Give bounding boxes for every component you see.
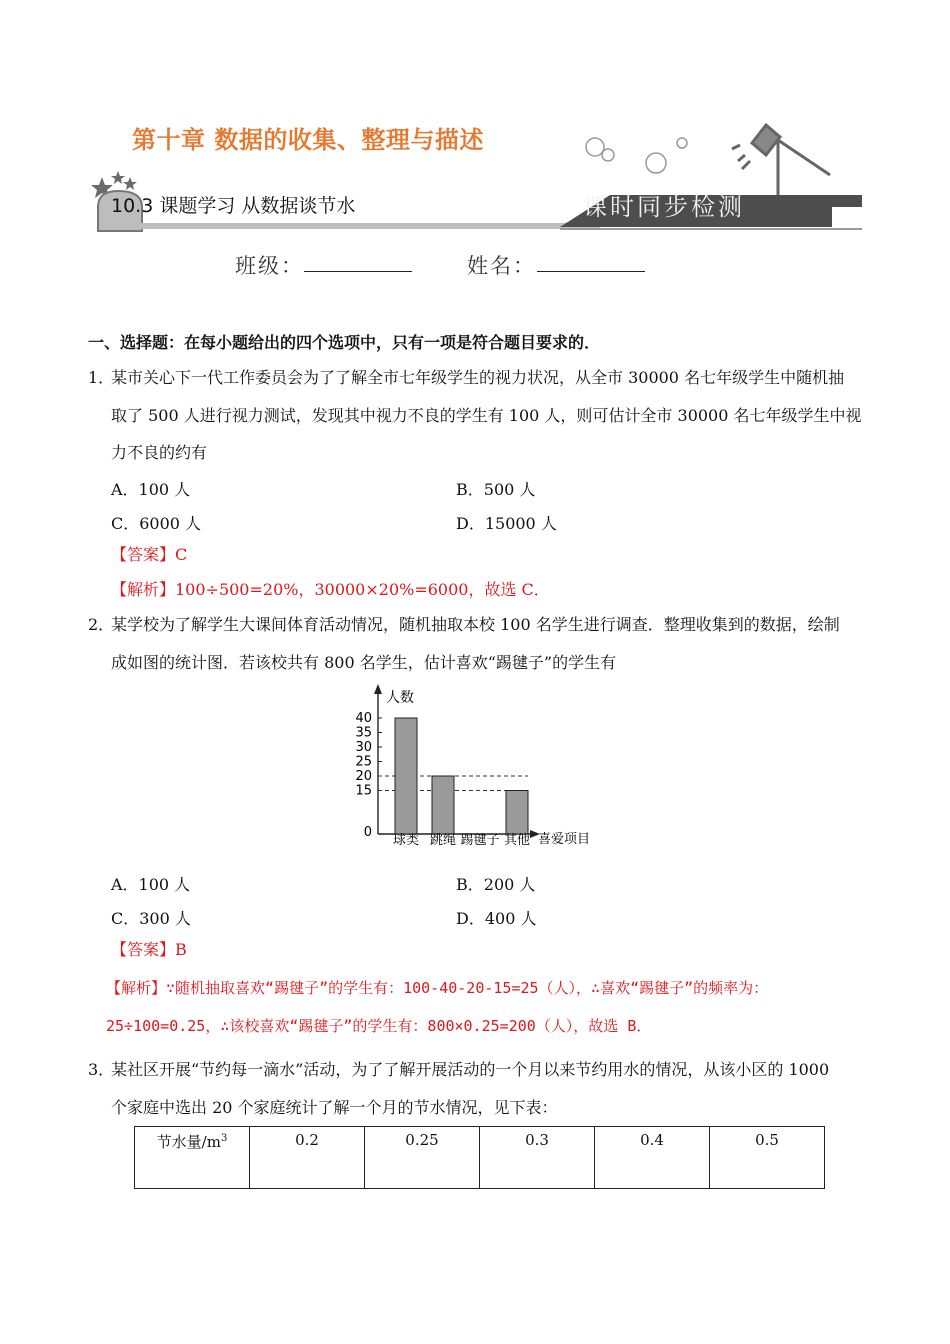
option-a[interactable]: A．100 人 — [111, 875, 191, 894]
table-header-cell: 节水量$/m^3$ — [135, 1127, 250, 1189]
table-cell: 0.5 — [710, 1127, 825, 1189]
analysis: 【解析】∵随机抽取喜欢“踢毽子”的学生有：100-40-20-15=25（人），∴喜欢“踢毽子”的频率为： — [106, 979, 769, 997]
bubble-icon — [586, 138, 604, 156]
option-a[interactable]: A．100 人 — [111, 480, 191, 499]
name-field[interactable] — [537, 271, 645, 272]
y-axis-arrow — [374, 684, 382, 694]
question-number: 3． — [88, 1060, 115, 1079]
question-number: 1． — [88, 368, 115, 387]
table-cell: 0.4 — [595, 1127, 710, 1189]
x-tick-label: 球类 — [392, 833, 420, 848]
table-cell: 0.3 — [480, 1127, 595, 1189]
y-tick-label: 30 — [355, 740, 372, 755]
analysis: 【解析】100÷500=20%，30000×20%=6000，故选 C． — [111, 580, 550, 599]
y-tick-label: 40 — [355, 711, 372, 726]
table-row — [135, 1127, 825, 1189]
question-text: 成如图的统计图．若该校共有 800 名学生，估计喜欢“踢毽子”的学生有 — [111, 653, 617, 672]
table-cell: 0.2 — [250, 1127, 365, 1189]
bubble-icon — [677, 138, 687, 148]
option-d[interactable]: D．400 人 — [456, 909, 537, 928]
header-decoration — [90, 95, 870, 240]
y-axis-label: 人数 — [386, 690, 414, 706]
option-d[interactable]: D．15000 人 — [456, 514, 557, 533]
x-tick-label: 跳绳 — [429, 833, 457, 848]
y-tick-label: 0 — [363, 825, 372, 840]
question-text: 取了 500 人进行视力测试，发现其中视力不良的学生有 100 人，则可估计全市 30000 名七年级学生中视 — [111, 406, 862, 425]
banner-strip — [140, 223, 600, 229]
y-tick-label: 20 — [355, 769, 372, 784]
question-text: 力不良的约有 — [111, 443, 208, 462]
x-tick-label: 踢毽子 — [460, 833, 500, 848]
bar-chart — [350, 684, 610, 854]
desk-lamp-icon — [732, 125, 830, 200]
star-icon — [123, 177, 137, 190]
star-icon — [111, 171, 125, 184]
y-tick-label: 25 — [355, 754, 372, 770]
option-c[interactable]: C．300 人 — [111, 909, 191, 928]
answer: 【答案】C — [111, 545, 188, 564]
question-text: 某市关心下一代工作委员会为了了解全市七年级学生的视力状况，从全市 30000 名七年级学生中随机抽 — [111, 368, 845, 387]
class-field[interactable] — [304, 271, 412, 272]
y-tick-label: 35 — [355, 725, 372, 741]
bar — [432, 776, 454, 834]
table-cell: 0.25 — [365, 1127, 480, 1189]
water-saving-table — [134, 1126, 825, 1189]
y-tick-label: 15 — [355, 783, 372, 799]
x-axis-label: 喜爱项目 — [538, 832, 591, 847]
class-label: 班级： — [235, 254, 304, 278]
bar — [506, 791, 528, 835]
bubble-icon — [646, 153, 666, 173]
bar — [395, 718, 417, 834]
question-number: 2． — [88, 615, 115, 634]
bubble-icon — [602, 149, 614, 161]
section-heading: 一、选择题：在每小题给出的四个选项中，只有一项是符合题目要求的． — [88, 333, 601, 352]
answer: 【答案】B — [111, 940, 187, 959]
lesson-title: 10.3 课题学习 从数据谈节水 — [111, 195, 356, 217]
option-b[interactable]: B．200 人 — [456, 875, 536, 894]
option-b[interactable]: B．500 人 — [456, 480, 536, 499]
chapter-title: 第十章 数据的收集、整理与描述 — [132, 126, 484, 154]
sync-check-title: 课时同步检测 — [583, 193, 745, 221]
question-text: 某学校为了解学生大课间体育活动情况，随机抽取本校 100 名学生进行调查．整理收集到的数据，绘制 — [111, 615, 840, 634]
option-c[interactable]: C．6000 人 — [111, 514, 202, 533]
name-label: 姓名： — [467, 254, 536, 278]
question-text: 某社区开展“节约每一滴水”活动，为了了解开展活动的一个月以来节约用水的情况，从该小区的 1000 — [111, 1060, 830, 1079]
x-tick-label: 其他 — [503, 833, 531, 848]
analysis: 25÷100=0.25，∴该校喜欢“踢毽子”的学生有：800×0.25=200（人），故选 B． — [106, 1017, 652, 1035]
question-text: 个家庭中选出 20 个家庭统计了解一个月的节水情况，见下表： — [111, 1098, 558, 1117]
